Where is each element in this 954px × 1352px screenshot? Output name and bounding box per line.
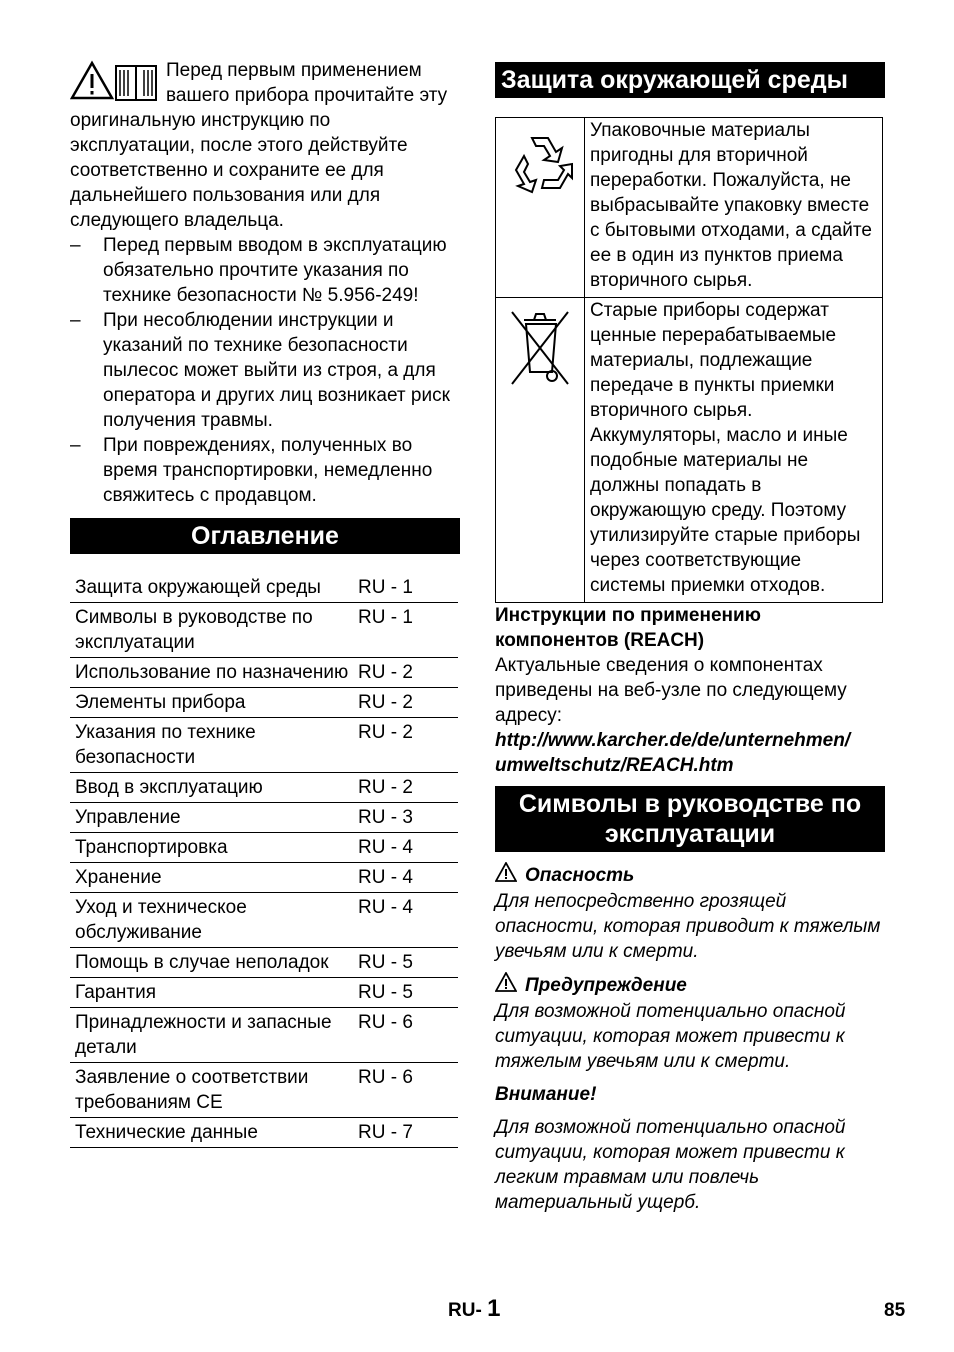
environment-heading: Защита окружающей среды — [495, 62, 885, 98]
reach-text: Актуальные сведения о компонентах приведены на веб-узле по следующему адресу: — [495, 655, 847, 726]
crossed-bin-icon — [496, 298, 585, 602]
warning-manual-icon — [70, 60, 162, 106]
environment-table — [495, 117, 883, 603]
table-row[interactable]: Уход и техническое обслуживание RU - 4 — [70, 893, 458, 948]
intro-bullets — [70, 233, 460, 508]
list-item: – При повреждениях, полученных во время транспортировки, немедленно свяжитесь с продавцом. — [70, 435, 433, 506]
table-row[interactable]: Использование по назначению RU - 2 — [70, 658, 458, 688]
recycle-text: Упаковочные материалы пригодны для вторичной переработки. Пожалуйста, не выбрасывайте упаковку вместе с бытовыми отходами, а сдайте ее в один из пунктов приема вторичного сырья. — [590, 120, 872, 291]
table-row[interactable]: Технические данные RU - 7 — [70, 1118, 458, 1148]
intro-text: Перед первым применением вашего прибора прочитайте эту оригинальную инструкцию по эксплуатации, после этого действуйте соответственно и сохраните ее для дальнейшего пользования или для следующего владельца. — [70, 60, 448, 231]
table-row — [496, 297, 882, 602]
danger-block — [495, 862, 885, 964]
warning-label: Предупреждение — [525, 975, 687, 996]
reach-title: Инструкции по применению компонентов (REACH) — [495, 605, 761, 651]
right-column — [495, 62, 885, 1215]
list-item: – При несоблюдении инструкции и указаний по технике безопасности пылесос может выйти из строя, а для оператора и других лиц возникает риск получения травмы. — [70, 310, 450, 431]
table-row[interactable]: Ввод в эксплуатацию RU - 2 — [70, 773, 458, 803]
weee-text: Старые приборы содержат ценные перерабатываемые материалы, подлежащие передаче в пункты приемки вторичного сырья. Аккумуляторы, масло и иные подобные материалы не должны попадать в окружающую среду. Поэтому утилизируйте старые приборы через соответствующие системы приемки отходов. — [590, 300, 861, 596]
table-row[interactable]: Символы в руководстве по эксплуатации RU - 1 — [70, 603, 458, 658]
table-row — [496, 118, 882, 297]
table-row[interactable]: Заявление о соответствии требованиям CE RU - 6 — [70, 1063, 458, 1118]
warning-text: Для возможной потенциально опасной ситуации, которая может привести к тяжелым увечьям или к смерти. — [495, 1001, 846, 1072]
symbols-heading: Символы в руководстве по эксплуатации — [495, 786, 885, 852]
caution-label: Внимание! — [495, 1084, 597, 1105]
warning-triangle-icon — [495, 862, 517, 889]
table-row[interactable]: Указания по технике безопасности RU - 2 — [70, 718, 458, 773]
page-number: 85 — [884, 1300, 906, 1321]
toc-table — [70, 573, 458, 1148]
warning-block — [495, 972, 885, 1074]
warning-triangle-icon — [495, 972, 517, 999]
table-row[interactable]: Помощь в случае неполадок RU - 5 — [70, 948, 458, 978]
intro-section — [70, 58, 460, 233]
table-row[interactable]: Принадлежности и запасные детали RU - 6 — [70, 1008, 458, 1063]
table-row[interactable]: Защита окружающей среды RU - 1 — [70, 573, 458, 603]
table-row[interactable]: Элементы прибора RU - 2 — [70, 688, 458, 718]
left-column — [70, 58, 460, 1148]
reach-link[interactable]: http://www.karcher.de/de/unternehmen/ umweltschutz/REACH.htm — [495, 730, 851, 776]
page-footer-section: RU- 1 — [448, 1295, 501, 1322]
caution-block — [495, 1082, 885, 1215]
table-row[interactable]: Гарантия RU - 5 — [70, 978, 458, 1008]
toc-heading: Оглавление — [70, 518, 460, 554]
list-item: – Перед первым вводом в эксплуатацию обязательно прочтите указания по технике безопасности № 5.956-249! — [70, 235, 447, 306]
caution-text: Для возможной потенциально опасной ситуации, которая может привести к легким травмам или повлечь материальный ущерб. — [495, 1117, 846, 1213]
danger-label: Опасность — [525, 865, 635, 886]
table-row[interactable]: Управление RU - 3 — [70, 803, 458, 833]
table-row[interactable]: Хранение RU - 4 — [70, 863, 458, 893]
recycle-icon — [496, 118, 585, 297]
danger-text: Для непосредственно грозящей опасности, которая приводит к тяжелым увечьям или к смерти. — [495, 891, 881, 962]
table-row[interactable]: Транспортировка RU - 4 — [70, 833, 458, 863]
